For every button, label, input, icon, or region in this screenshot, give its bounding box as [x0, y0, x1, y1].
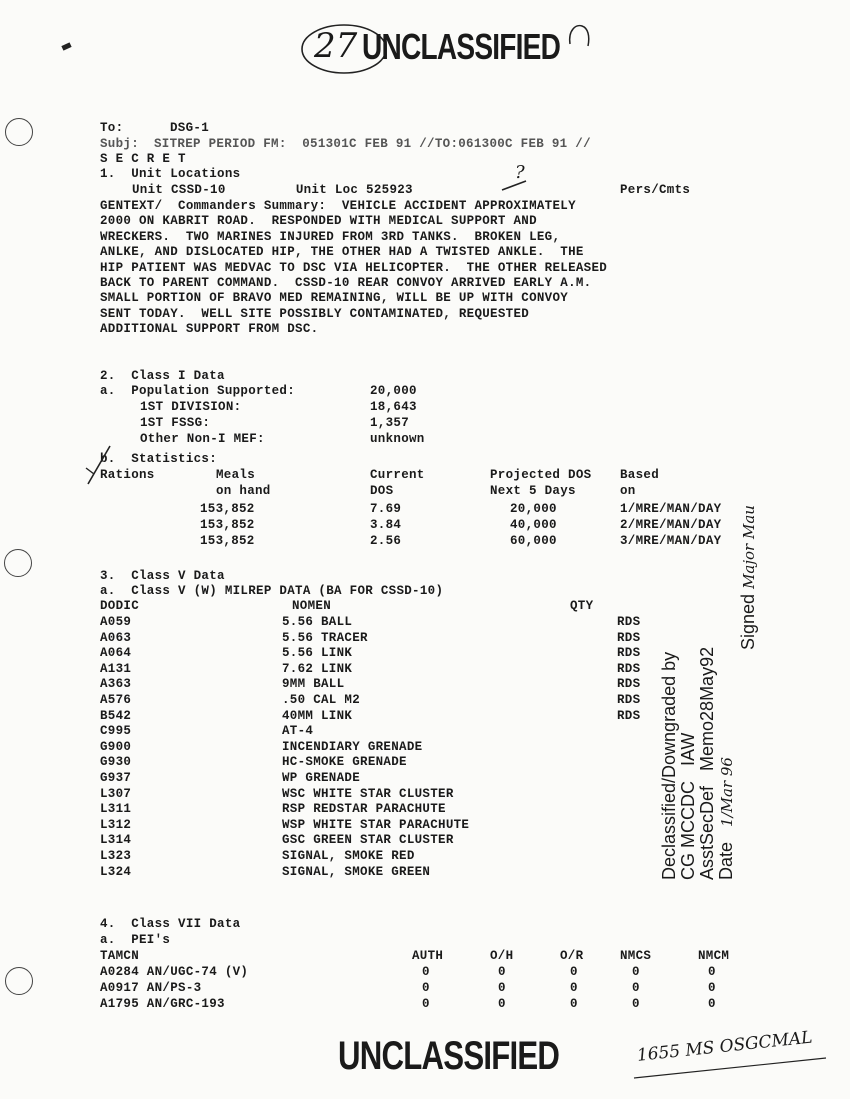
col-header-dodic: DODIC [100, 599, 140, 613]
dodic-code: A576 [100, 693, 132, 707]
to-label: To: [100, 121, 124, 135]
based-on: 3/MRE/MAN/DAY [620, 534, 722, 548]
col-header-projected: Projected DOS [490, 468, 592, 482]
nomenclature: WSC WHITE STAR CLUSTER [282, 786, 454, 801]
auth: 0 [422, 997, 430, 1011]
dodic-code: A064 [100, 646, 132, 661]
dodic-code: A131 [100, 661, 132, 676]
quantity-unit: RDS [617, 646, 641, 661]
paper-clip-mark [566, 22, 596, 50]
population-row-label: Other Non-I MEF: [140, 432, 265, 446]
meals-on-hand: 153,852 [200, 518, 255, 532]
declass-date-label: Date [716, 841, 736, 880]
auth: 0 [422, 981, 430, 995]
projected-dos: 20,000 [510, 502, 557, 516]
tamcn: A0917 AN/PS-3 [100, 981, 202, 995]
nomenclature: 5.56 LINK [282, 646, 353, 661]
declass-line: Declassified/Downgraded by [659, 651, 679, 880]
quantity-unit: RDS [617, 677, 641, 692]
col-header-nmcs: NMCS [620, 949, 652, 963]
col-header-rations: Rations [100, 468, 155, 482]
summary-line: ADDITIONAL SUPPORT FROM DSC. [100, 322, 319, 337]
population-label: a. Population Supported: [100, 384, 296, 398]
handwritten-routing-note: 1655 MS OSGCMAL [636, 1027, 814, 1066]
subj-value: SITREP PERIOD FM: 051301C FEB 91 //TO:061300C FEB 91 // [154, 137, 591, 151]
quantity-unit: RDS [617, 708, 641, 723]
population-row-value: unknown [370, 432, 425, 446]
on-hand: 0 [498, 965, 506, 979]
dodic-code: L312 [100, 817, 132, 832]
nomenclature: WSP WHITE STAR PARACHUTE [282, 817, 470, 832]
summary-line: 2000 ON KABRIT ROAD. RESPONDED WITH MEDICAL SUPPORT AND [100, 214, 537, 229]
auth: 0 [422, 965, 430, 979]
commanders-summary [100, 200, 607, 339]
nomenclature: INCENDIARY GRENADE [282, 739, 423, 754]
nomenclature: 7.62 LINK [282, 661, 353, 676]
statistics-label: b. Statistics: [100, 452, 218, 466]
col-header-auth: AUTH [412, 949, 444, 963]
meals-on-hand: 153,852 [200, 502, 255, 516]
population-row-label: 1ST FSSG: [140, 416, 211, 430]
dodic-code: L311 [100, 802, 132, 817]
nomenclature: SIGNAL, SMOKE RED [282, 849, 415, 863]
unit-location-line: Unit CSSD-10 Unit Loc 525923 [132, 183, 413, 197]
col-header-nomen: NOMEN [292, 599, 332, 613]
nomenclature: RSP REDSTAR PARACHUTE [282, 802, 446, 817]
subj-label: Subj: [100, 137, 140, 151]
dodic-code: L324 [100, 864, 132, 879]
declass-signed-label: Signed [738, 593, 758, 650]
col-header-oh: O/H [490, 949, 514, 963]
on-hand: 0 [498, 981, 506, 995]
punch-hole [5, 118, 33, 146]
nomenclature: WP GRENADE [282, 771, 361, 785]
section4-subheading: a. PEI's [100, 933, 171, 947]
current-dos: 2.56 [370, 534, 402, 548]
nmcm: 0 [708, 997, 716, 1011]
projected-dos: 60,000 [510, 534, 557, 548]
declassification-stamp [660, 647, 737, 880]
quantity-unit: RDS [617, 661, 641, 676]
col-header-next-days: Next 5 Days [490, 484, 576, 498]
population-row-value: 1,357 [370, 416, 410, 430]
based-on: 2/MRE/MAN/DAY [620, 518, 722, 532]
summary-line: BACK TO PARENT COMMAND. CSSD-10 REAR CONVOY ARRIVED EARLY A.M. [100, 275, 592, 290]
tamcn: A1795 AN/GRC-193 [100, 997, 225, 1011]
quantity-unit: RDS [617, 615, 641, 629]
based-on: 1/MRE/MAN/DAY [620, 502, 722, 516]
nmcm: 0 [708, 965, 716, 979]
col-header-meals: Meals [216, 468, 256, 482]
nomenclature: 9MM BALL [282, 677, 345, 692]
declass-date-value: 1/Mar 96 [718, 757, 736, 827]
col-header-based: Based [620, 468, 660, 482]
nomenclature: HC-SMOKE GRENADE [282, 755, 407, 770]
nomenclature: AT-4 [282, 724, 314, 739]
meals-on-hand: 153,852 [200, 534, 255, 548]
population-row-value: 18,643 [370, 400, 417, 414]
declass-signed-block [738, 505, 759, 650]
summary-line: SENT TODAY. WELL SITE POSSIBLY CONTAMINATED, REQUESTED [100, 306, 530, 321]
summary-line: HIP PATIENT WAS MEDVAC TO DSC VIA HELICOPTER. THE OTHER RELEASED [100, 260, 608, 275]
section4-heading: 4. Class VII Data [100, 917, 241, 931]
nomenclature: SIGNAL, SMOKE GREEN [282, 864, 431, 879]
handwriting-underline [630, 1054, 830, 1082]
nmcm: 0 [708, 981, 716, 995]
col-header-on: on [620, 484, 636, 498]
nomenclature: 40MM LINK [282, 708, 353, 723]
ink-speck [61, 42, 71, 50]
current-dos: 7.69 [370, 502, 402, 516]
population-value: 20,000 [370, 384, 417, 398]
quantity-unit: RDS [617, 630, 641, 645]
ration-statistics-table [0, 469, 850, 559]
class7-pei-table [0, 950, 850, 1020]
col-header-current: Current [370, 468, 425, 482]
projected-dos: 40,000 [510, 518, 557, 532]
on-hand: 0 [498, 997, 506, 1011]
dodic-code: L323 [100, 849, 132, 863]
summary-line: ANLKE, AND DISLOCATED HIP, THE OTHER HAD A TWISTED ANKLE. THE [100, 245, 584, 260]
declass-line: CG MCCDC IAW [678, 732, 698, 880]
section2-heading: 2. Class I Data [100, 369, 225, 383]
classification-line: S E C R E T [100, 152, 186, 166]
nomenclature: .50 CAL M2 [282, 693, 361, 707]
nomenclature: 5.56 TRACER [282, 630, 368, 645]
dodic-code: L307 [100, 786, 132, 801]
section1-heading: 1. Unit Locations [100, 167, 241, 181]
declass-signature: Major Mau [740, 505, 758, 589]
summary-line: SMALL PORTION OF BRAVO MED REMAINING, WILL BE UP WITH CONVOY [100, 291, 569, 306]
section3-subheading: a. Class V (W) MILREP DATA (BA FOR CSSD-10) [100, 584, 444, 598]
declass-line: AsstSecDef Memo28May92 [697, 646, 717, 880]
nmcs: 0 [632, 965, 640, 979]
nmcs: 0 [632, 997, 640, 1011]
bottom-classification-stamp: UNCLASSIFIED [338, 1034, 560, 1078]
section3-heading: 3. Class V Data [100, 569, 225, 583]
dodic-code: C995 [100, 724, 132, 739]
pers-cmts-label: Pers/Cmts [620, 183, 691, 197]
quantity-unit: RDS [617, 693, 641, 707]
summary-line: WRECKERS. TWO MARINES INJURED FROM 3RD TANKS. BROKEN LEG, [100, 229, 561, 244]
declass-line [717, 647, 737, 880]
dodic-code: A063 [100, 630, 132, 645]
col-header-on-hand: on hand [216, 484, 271, 498]
on-repair: 0 [570, 965, 578, 979]
tamcn: A0284 AN/UGC-74 (V) [100, 965, 249, 979]
nomenclature: GSC GREEN STAR CLUSTER [282, 833, 454, 848]
dodic-code: A363 [100, 677, 132, 692]
nomenclature: 5.56 BALL [282, 615, 353, 629]
dodic-code: B542 [100, 708, 132, 723]
col-header-qty: QTY [570, 599, 594, 613]
dodic-code: L314 [100, 833, 132, 848]
page-number: 27 [314, 26, 358, 66]
top-classification-stamp: UNCLASSIFIED [362, 26, 561, 67]
col-header-nmcm: NMCM [698, 949, 730, 963]
on-repair: 0 [570, 981, 578, 995]
population-row-label: 1ST DIVISION: [140, 400, 242, 414]
handwritten-question-mark: ? [515, 162, 525, 183]
summary-line: GENTEXT/ Commanders Summary: VEHICLE ACCIDENT APPROXIMATELY [100, 199, 576, 213]
handwritten-tick [500, 178, 530, 194]
col-header-dos: DOS [370, 484, 394, 498]
dodic-code: G900 [100, 739, 132, 754]
dodic-code: G937 [100, 771, 132, 785]
nmcs: 0 [632, 981, 640, 995]
dodic-code: A059 [100, 615, 132, 629]
col-header-tamcn: TAMCN [100, 949, 140, 963]
current-dos: 3.84 [370, 518, 402, 532]
col-header-or: O/R [560, 949, 584, 963]
to-value: DSG-1 [170, 121, 210, 135]
on-repair: 0 [570, 997, 578, 1011]
dodic-code: G930 [100, 755, 132, 770]
